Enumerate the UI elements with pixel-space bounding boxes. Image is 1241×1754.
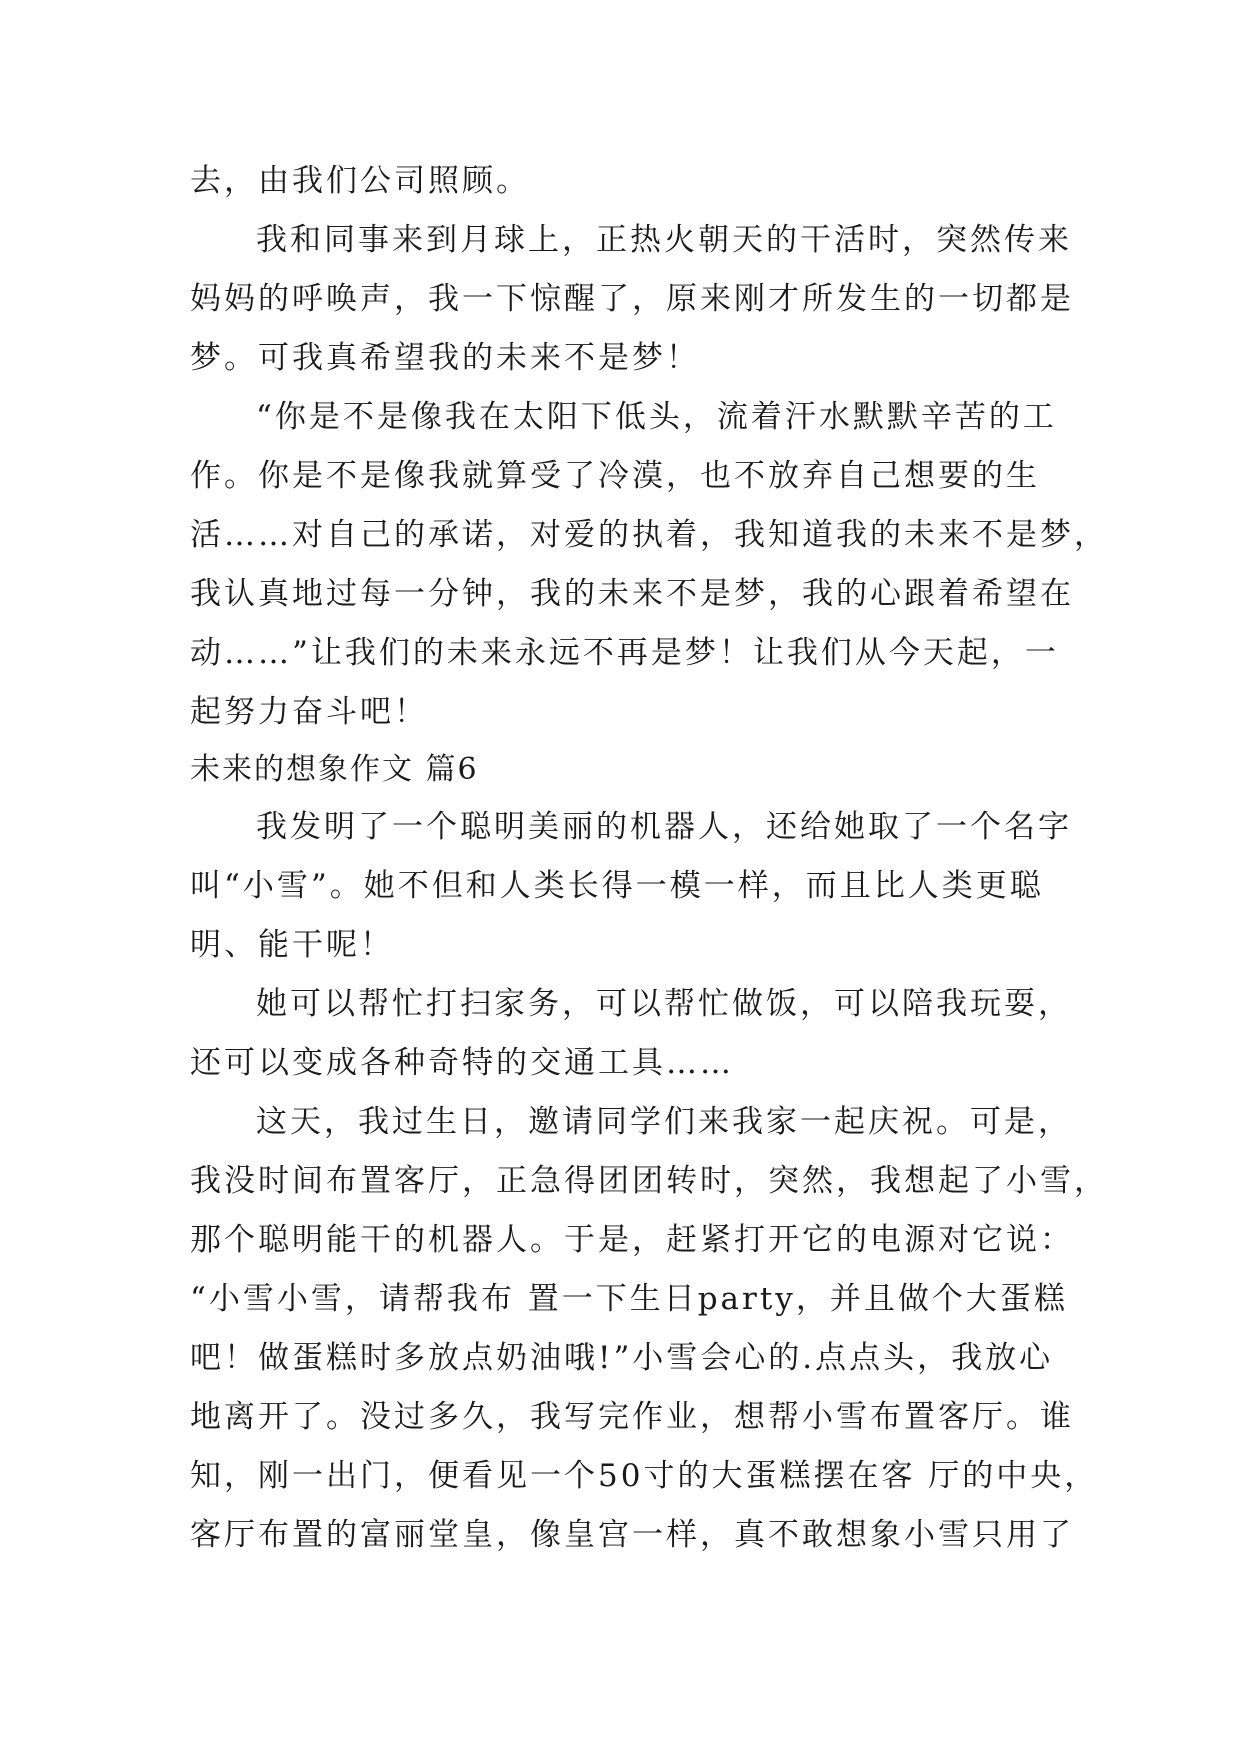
text-line: 我没时间布置客厅，正急得团团转时，突然，我想起了小雪， [190, 1163, 1108, 1199]
text-line: 我发明了一个聪明美丽的机器人，还给她取了一个名字 [256, 809, 1072, 845]
text-line: 还可以变成各种奇特的交通工具…… [190, 1045, 734, 1081]
text-line: 知，刚一出门，便看见一个50寸的大蛋糕摆在客 厅的中央， [190, 1458, 1099, 1494]
text-line: “你是不是像我在太阳下低头，流着汗水默默辛苦的工 [256, 399, 1057, 435]
text-line: 作。你是不是像我就算受了冷漠，也不放弃自己想要的生 [190, 458, 1040, 494]
text-line: 地离开了。没过多久，我写完作业，想帮小雪布置客厅。谁 [190, 1399, 1074, 1435]
document-body [190, 152, 1108, 1565]
text-line: 动……”让我们的未来永远不再是梦！让我们从今天起，一 [190, 635, 1059, 671]
text-line: 她可以帮忙打扫家务，可以帮忙做饭，可以陪我玩耍， [256, 986, 1072, 1022]
text-line: 起努力奋斗吧！ [190, 694, 428, 730]
text-line: 我认真地过每一分钟，我的未来不是梦，我的心跟着希望在 [190, 576, 1074, 612]
text-line: 吧！做蛋糕时多放点奶油哦!”小雪会心的.点点头，我放心 [190, 1340, 1054, 1376]
text-line: 我和同事来到月球上，正热火朝天的干活时，突然传来 [256, 222, 1072, 258]
text-line: 去，由我们公司照顾。 [190, 163, 530, 199]
text-line: 妈妈的呼唤声，我一下惊醒了，原来刚才所发生的一切都是 [190, 281, 1074, 317]
section-heading: 未来的想象作文 篇6 [190, 752, 479, 787]
text-line: 叫“小雪”。她不但和人类长得一模一样，而且比人类更聪 [190, 868, 1044, 904]
text-line: 梦。可我真希望我的未来不是梦！ [190, 340, 700, 376]
text-line: “小雪小雪，请帮我布 置一下生日party，并且做个大蛋糕 [190, 1281, 1068, 1317]
text-line: 活……对自己的承诺，对爱的执着，我知道我的未来不是梦， [190, 517, 1108, 553]
text-line: 那个聪明能干的机器人。于是，赶紧打开它的电源对它说： [190, 1222, 1074, 1258]
text-line: 客厅布置的富丽堂皇，像皇宫一样，真不敢想象小雪只用了 [190, 1517, 1074, 1553]
text-line: 这天，我过生日，邀请同学们来我家一起庆祝。可是， [256, 1104, 1072, 1140]
text-line: 明、能干呢！ [190, 927, 394, 963]
